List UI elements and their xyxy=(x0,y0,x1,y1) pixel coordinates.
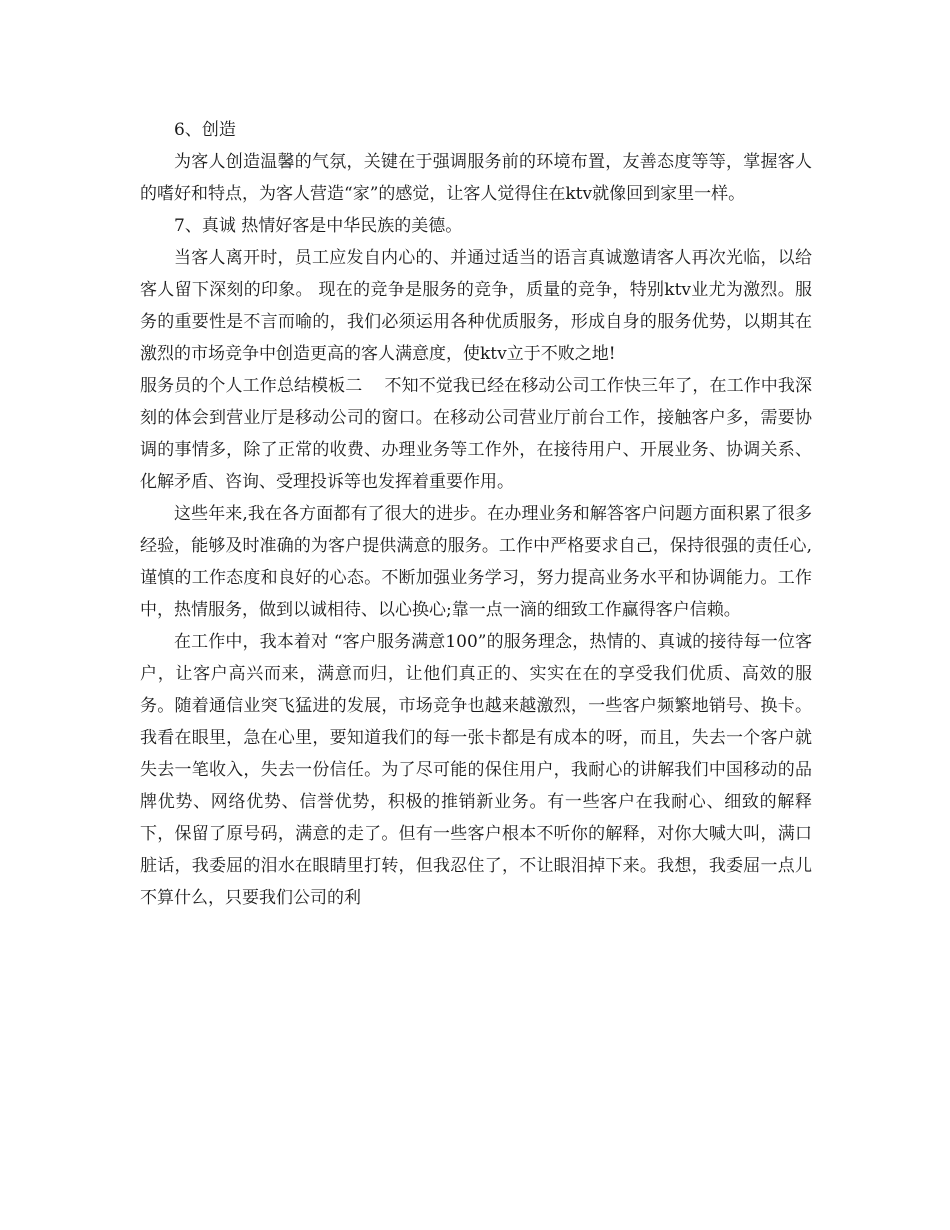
template-2-paragraph xyxy=(140,370,812,498)
section-7-heading: 7、真诚 热情好客是中华民族的美德。 xyxy=(174,216,463,236)
section-6-paragraph: 为客人创造温馨的气氛，关键在于强调服务前的环境布置，友善态度等等，掌握客人的嗜好和特点，为客人营造“家”的感觉，让客人觉得住在ktv就像回到家里一样。 xyxy=(140,152,812,204)
section-7-paragraph: 当客人离开时，员工应发自内心的、并通过适当的语言真诚邀请客人再次光临，以给客人留下深刻的印象。 现在的竞争是服务的竞争，质量的竞争，特别ktv业尤为激烈。服务的重要性是不言而喻的，我们必须运用各种优质服务，形成自身的服务优势，以期其在激烈的市场竞争中创造更高的客人满意度，使ktv立于不败之地! xyxy=(140,248,812,364)
template-2-title: 服务员的个人工作总结模板二 xyxy=(140,376,363,396)
document-body xyxy=(140,114,812,914)
template-2-intro: 不知不觉我已经在移动公司工作快三年了，在工作中我深刻的体会到营业厅是移动公司的窗口。在移动公司营业厅前台工作，接触客户多，需要协调的事情多，除了正常的收费、办理业务等工作外，在接待用户、开展业务、协调关系、化解矛盾、咨询、受理投诉等也发挥着重要作用。 xyxy=(140,376,813,492)
service-paragraph: 在工作中，我本着对 “客户服务满意100”的服务理念，热情的、真诚的接待每一位客户，让客户高兴而来，满意而归，让他们真正的、实实在在的享受我们优质、高效的服务。随着通信业突飞猛进的发展，市场竞争也越来越激烈，一些客户频繁地销号、换卡。我看在眼里，急在心里，要知道我们的每一张卡都是有成本的呀，而且，失去一个客户就失去一笔收入，失去一份信任。为了尽可能的保住用户，我耐心的讲解我们中国移动的品牌优势、网络优势、信誉优势，积极的推销新业务。有一些客户在我耐心、细致的解释下，保留了原号码，满意的走了。但有一些客户根本不听你的解释，对你大喊大叫，满口脏话，我委屈的泪水在眼睛里打转，但我忍住了，不让眼泪掉下来。我想，我委屈一点儿不算什么，只要我们公司的利 xyxy=(140,632,812,908)
section-6-heading: 6、创造 xyxy=(174,120,236,140)
progress-paragraph: 这些年来,我在各方面都有了很大的进步。在办理业务和解答客户问题方面积累了很多经验，能够及时准确的为客户提供满意的服务。工作中严格要求自己，保持很强的责任心,谨慎的工作态度和良好的心态。不断加强业务学习，努力提高业务水平和协调能力。工作中，热情服务，做到以诚相待、以心换心;靠一点一滴的细致工作赢得客户信赖。 xyxy=(140,504,812,620)
